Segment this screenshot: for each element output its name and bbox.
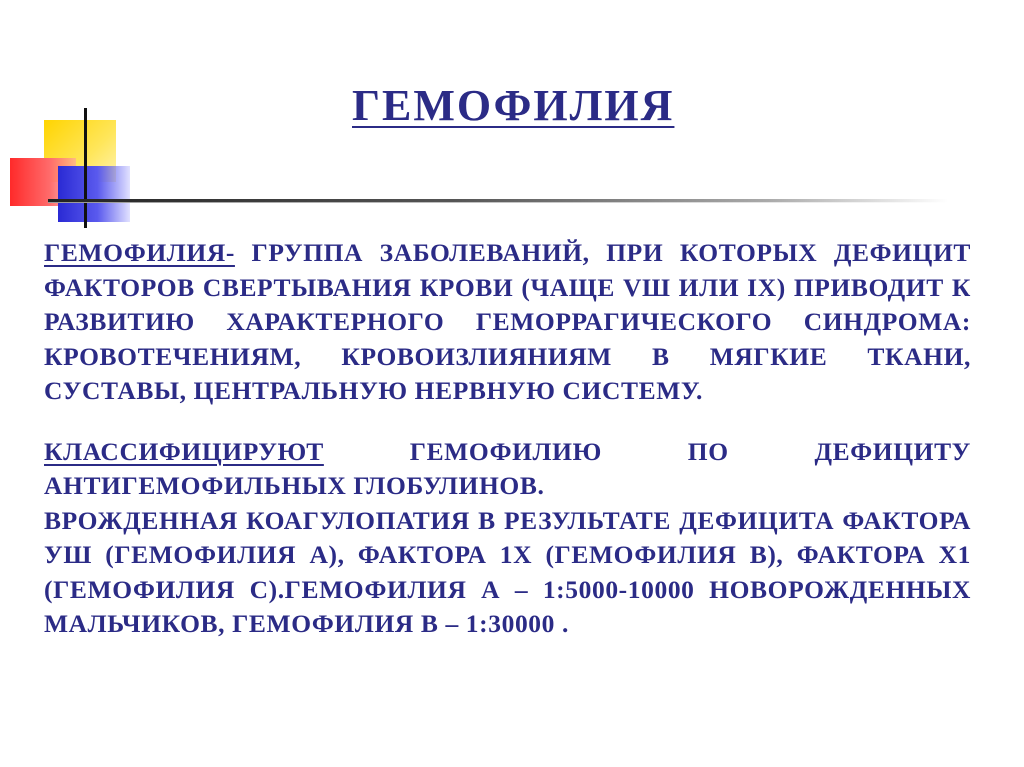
definition-text: ГРУППА ЗАБОЛЕВАНИЙ, ПРИ КОТОРЫХ ДЕФИЦИТ ФАКТОРОВ СВЕРТЫВАНИЯ КРОВИ (ЧАЩЕ VШ ИЛИ IX) ПРИВОДИТ К РАЗВИТИЮ ХАРАКТЕРНОГО ГЕМОРРАГИЧЕСКОГО СИНДРОМА: КРОВОТЕЧЕНИЯМ, КРОВОИЗЛИЯНИЯМ В МЯГКИЕ ТКАНИ, СУСТАВЫ, ЦЕНТРАЛЬНУЮ НЕРВНУЮ СИСТЕМУ. (44, 238, 971, 405)
details-paragraph: ВРОЖДЕННАЯ КОАГУЛОПАТИЯ В РЕЗУЛЬТАТЕ ДЕФИЦИТА ФАКТОРА УШ (ГЕМОФИЛИЯ А), ФАКТОРА 1Х (ГЕМОФИЛИЯ В), ФАКТОРА Х1 (ГЕМОФИЛИЯ С).ГЕМОФИЛИЯ А – 1:5000-10000 НОВОРОЖДЕННЫХ МАЛЬЧИКОВ, ГЕМОФИЛИЯ В – 1:30000 . (44, 505, 971, 638)
blue-square (58, 166, 130, 222)
title-divider-shadow (48, 202, 948, 203)
classification-term: КЛАССИФИЦИРУЮТ (44, 436, 324, 466)
slide-body (44, 236, 971, 642)
definition-paragraph (44, 236, 971, 409)
slide-title: ГЕМОФИЛИЯ (352, 81, 675, 130)
classification-paragraph (44, 435, 971, 504)
definition-term: ГЕМОФИЛИЯ- (44, 238, 235, 267)
decorative-squares-logo (0, 100, 160, 240)
vertical-line (84, 108, 87, 228)
classification-text: ГЕМОФИЛИЮ ПО ДЕФИЦИТУ АНТИГЕМОФИЛЬНЫХ ГЛОБУЛИНОВ. (44, 436, 971, 500)
